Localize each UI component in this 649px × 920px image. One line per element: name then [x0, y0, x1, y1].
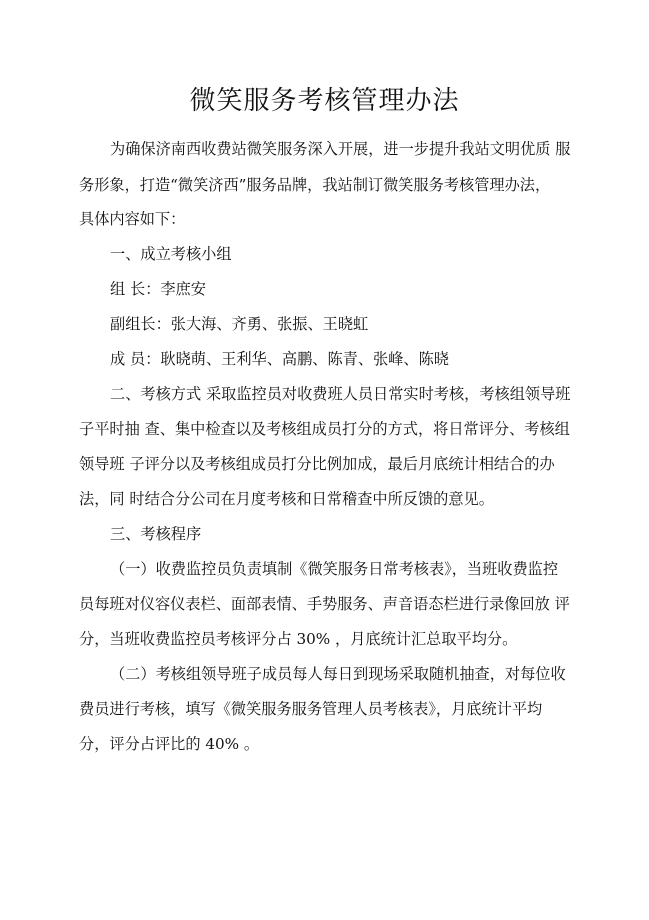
paragraph-line: 法，同 时结合分公司在月度考核和日常稽查中所反馈的意见。 — [79, 490, 494, 508]
paragraph-line: 为确保济南西收费站微笑服务深入开展，进一步提升我站文明优质 服 — [110, 140, 571, 158]
paragraph-line: （一）收费监控员负责填制《微笑服务日常考核表》，当班收费监控 — [110, 560, 559, 578]
section-heading: 三、考核程序 — [110, 525, 202, 543]
paragraph-line: 员每班对仪容仪表栏、面部表情、手势服务、声音语态栏进行录像回放 评 — [79, 595, 570, 613]
paragraph-line: 领导班 子评分以及考核组成员打分比例加成，最后月底统计相结合的办 — [79, 455, 555, 473]
paragraph-line: 费员进行考核，填写《微笑服务服务管理人员考核表》，月底统计平均 — [79, 700, 543, 718]
document-title: 微笑服务考核管理办法 — [189, 86, 460, 116]
paragraph-line: 成 员：耿晓萌、王利华、高鹏、陈青、张峰、陈晓 — [110, 350, 449, 368]
paragraph-line: 分，评分占评比的 40% 。 — [79, 735, 260, 753]
paragraph-line: （二）考核组领导班子成员每人每日到现场采取随机抽查，对每位收 — [110, 665, 566, 683]
paragraph-line: 副组长：张大海、齐勇、张振、王晓虹 — [110, 315, 369, 333]
paragraph-line: 组 长：李庶安 — [110, 280, 206, 298]
section-heading: 一、成立考核小组 — [110, 245, 232, 263]
paragraph-line: 分，当班收费监控员考核评分占 30% ，月底统计汇总取平均分。 — [79, 630, 518, 648]
paragraph-line: 务形象，打造“微笑济西”服务品牌，我站制订微笑服务考核管理办法， — [79, 176, 551, 194]
paragraph-line: 二、考核方式 采取监控员对收费班人员日常实时考核，考核组领导班 — [110, 385, 571, 403]
paragraph-line: 具体内容如下： — [79, 210, 186, 228]
paragraph-line: 子平时抽 查、集中检查以及考核组成员打分的方式，将日常评分、考核组 — [79, 420, 570, 438]
